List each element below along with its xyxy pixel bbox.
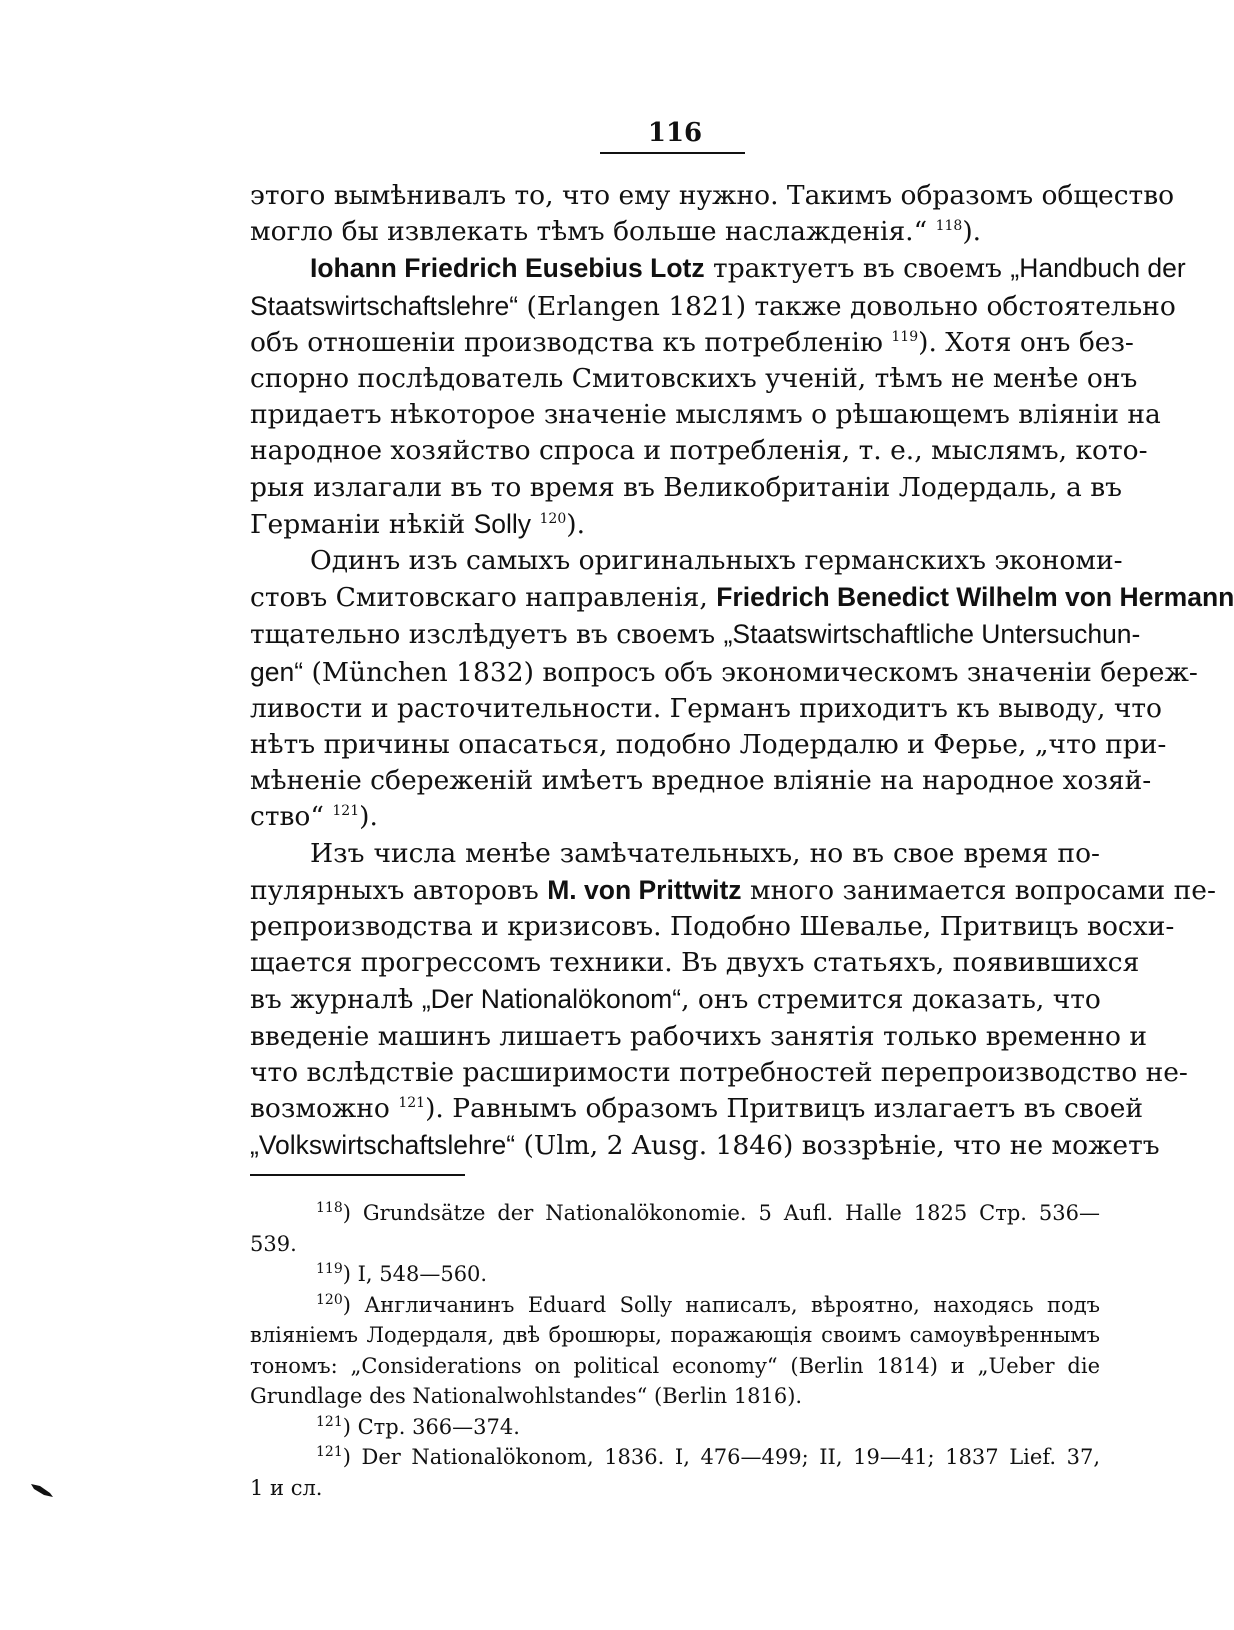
name-hermann: Friedrich Benedict Wilhelm von Hermann [716, 582, 1234, 613]
footnote-120: $^{120}$) Англичанинъ Eduard Solly написалъ, вѣроятно, находясь подъ [316, 1291, 1100, 1317]
name-lotz: Iohann Friedrich Eusebius Lotz [310, 253, 705, 284]
footnote-121b: $^{121}$) Der Nationalökonom, 1836. I, 476—499; II, 19—41; 1837 Lief. 37, [316, 1444, 1100, 1469]
name-solly: Solly [473, 508, 532, 539]
body-line-27: „Volkswirtschaftslehre“ (Ulm, 2 Ausg. 1846) воззрѣніе, что не можетъ [250, 1130, 1160, 1162]
footnote-119: $^{119}$) I, 548—560. [316, 1261, 488, 1286]
body-line-15: ливости и расточительности. Германъ приходитъ къ выводу, что [250, 692, 1162, 724]
body-line-7: придаетъ нѣкоторое значеніе мыслямъ о рѣшающемъ вліяніи на [250, 399, 1161, 431]
body-line-18: ство“ $^{121}$). [250, 801, 378, 833]
body-line-12: стовъ Смитовскаго направленія, Friedrich Benedict Wilhelm von Hermann [250, 582, 1234, 614]
ref-119: 119 [891, 328, 919, 345]
name-prittwitz: M. von Prittwitz [547, 874, 742, 905]
footnote-121b-cont: 1 и сл. [250, 1475, 323, 1500]
body-line-24: введеніе машинъ лишаетъ рабочихъ занятія только временно и [250, 1020, 1148, 1052]
body-line-17: мѣненіе сбереженій имѣетъ вредное вліяніе на народное хозяй- [250, 765, 1152, 797]
body-line-5: объ отношеніи производства къ потребленію $^{119}$). Хотя онъ без- [250, 326, 1134, 358]
body-line-6: спорно послѣдователь Смитовскихъ ученій, тѣмъ не менѣе онъ [250, 363, 1138, 395]
body-line-10: Германіи нѣкій Solly $^{120}$). [250, 508, 585, 540]
body-line-3: Iohann Friedrich Eusebius Lotz трактуетъ въ своемъ „Handbuch der [310, 253, 1186, 285]
footnote-121a: $^{121}$) Стр. 366—374. [316, 1413, 520, 1439]
footnotes [250, 1198, 1100, 1503]
body-line-14: gen“ (München 1832) вопросъ объ экономическомъ значеніи береж- [250, 656, 1198, 688]
body-line-19: Изъ числа менѣе замѣчательныхъ, но въ свое время по- [310, 837, 1100, 869]
page-number: 116 [647, 118, 703, 148]
footnote-118: $^{118}$) Grundsätze der Nationalökonomie. 5 Aufl. Halle 1825 Стр. 536— [316, 1200, 1100, 1225]
body-line-16: нѣтъ причины опасаться, подобно Лодердалю и Ферье, „что при- [250, 729, 1167, 761]
ref-121a: 121 [332, 803, 360, 820]
footnote-120-cont-1: вліяніемъ Лодердаля, двѣ брошюры, поражающія своимъ самоувѣреннымъ [250, 1323, 1100, 1347]
ref-120: 120 [539, 511, 567, 527]
body-line-22: щается прогрессомъ техники. Въ двухъ статьяхъ, появившихся [250, 947, 1140, 979]
body-line-21: репроизводства и кризисовъ. Подобно Шевалье, Притвицъ восхи- [250, 911, 1175, 943]
body-line-20: пулярныхъ авторовъ M. von Prittwitz много занимается вопросами пе- [250, 874, 1216, 906]
body-line-1: этого вымѣнивалъ то, что ему нужно. Такимъ образомъ общество [250, 180, 1175, 211]
scan-mark-icon [30, 1482, 54, 1498]
body-line-23: въ журналѣ „Der Nationalökonom“, онъ стремится доказать, что [250, 984, 1101, 1016]
ref-121b: 121 [398, 1095, 426, 1112]
body-line-11: Одинъ изъ самыхъ оригинальныхъ германскихъ экономи- [310, 545, 1123, 577]
footnote-rule [250, 1174, 465, 1176]
body-line-26: возможно $^{121}$). Равнымъ образомъ Притвицъ излагаетъ въ своей [250, 1093, 1144, 1125]
body-line-8: народное хозяйство спроса и потребленія, т. е., мыслямъ, кото- [250, 435, 1148, 467]
body-line-25: что вслѣдствіе расширимости потребностей перепроизводство не- [250, 1056, 1188, 1088]
body-line-13: тщательно изслѣдуетъ въ своемъ „Staatswirtschaftliche Untersuchun- [250, 619, 1141, 651]
ref-118: 118 [935, 218, 963, 235]
page-number-rule [600, 152, 745, 154]
body-line-9: рыя излагали въ то время въ Великобританіи Лодердаль, а въ [250, 471, 1123, 503]
footnote-118-cont: 539. [250, 1231, 297, 1256]
body-line-2: могло бы извлекать тѣмъ больше наслажденія.“ $^{118}$). [250, 216, 982, 248]
body-line-4: Staatswirtschaftslehre“ (Erlangen 1821) также довольно обстоятельно [250, 290, 1176, 322]
body-text [250, 178, 1234, 1164]
footnote-120-cont-3: Grundlage des Nationalwohlstandes“ (Berlin 1816). [250, 1384, 803, 1408]
footnote-120-cont-2: тономъ: „Considerations on political economy“ (Berlin 1814) и „Ueber die [250, 1353, 1100, 1378]
